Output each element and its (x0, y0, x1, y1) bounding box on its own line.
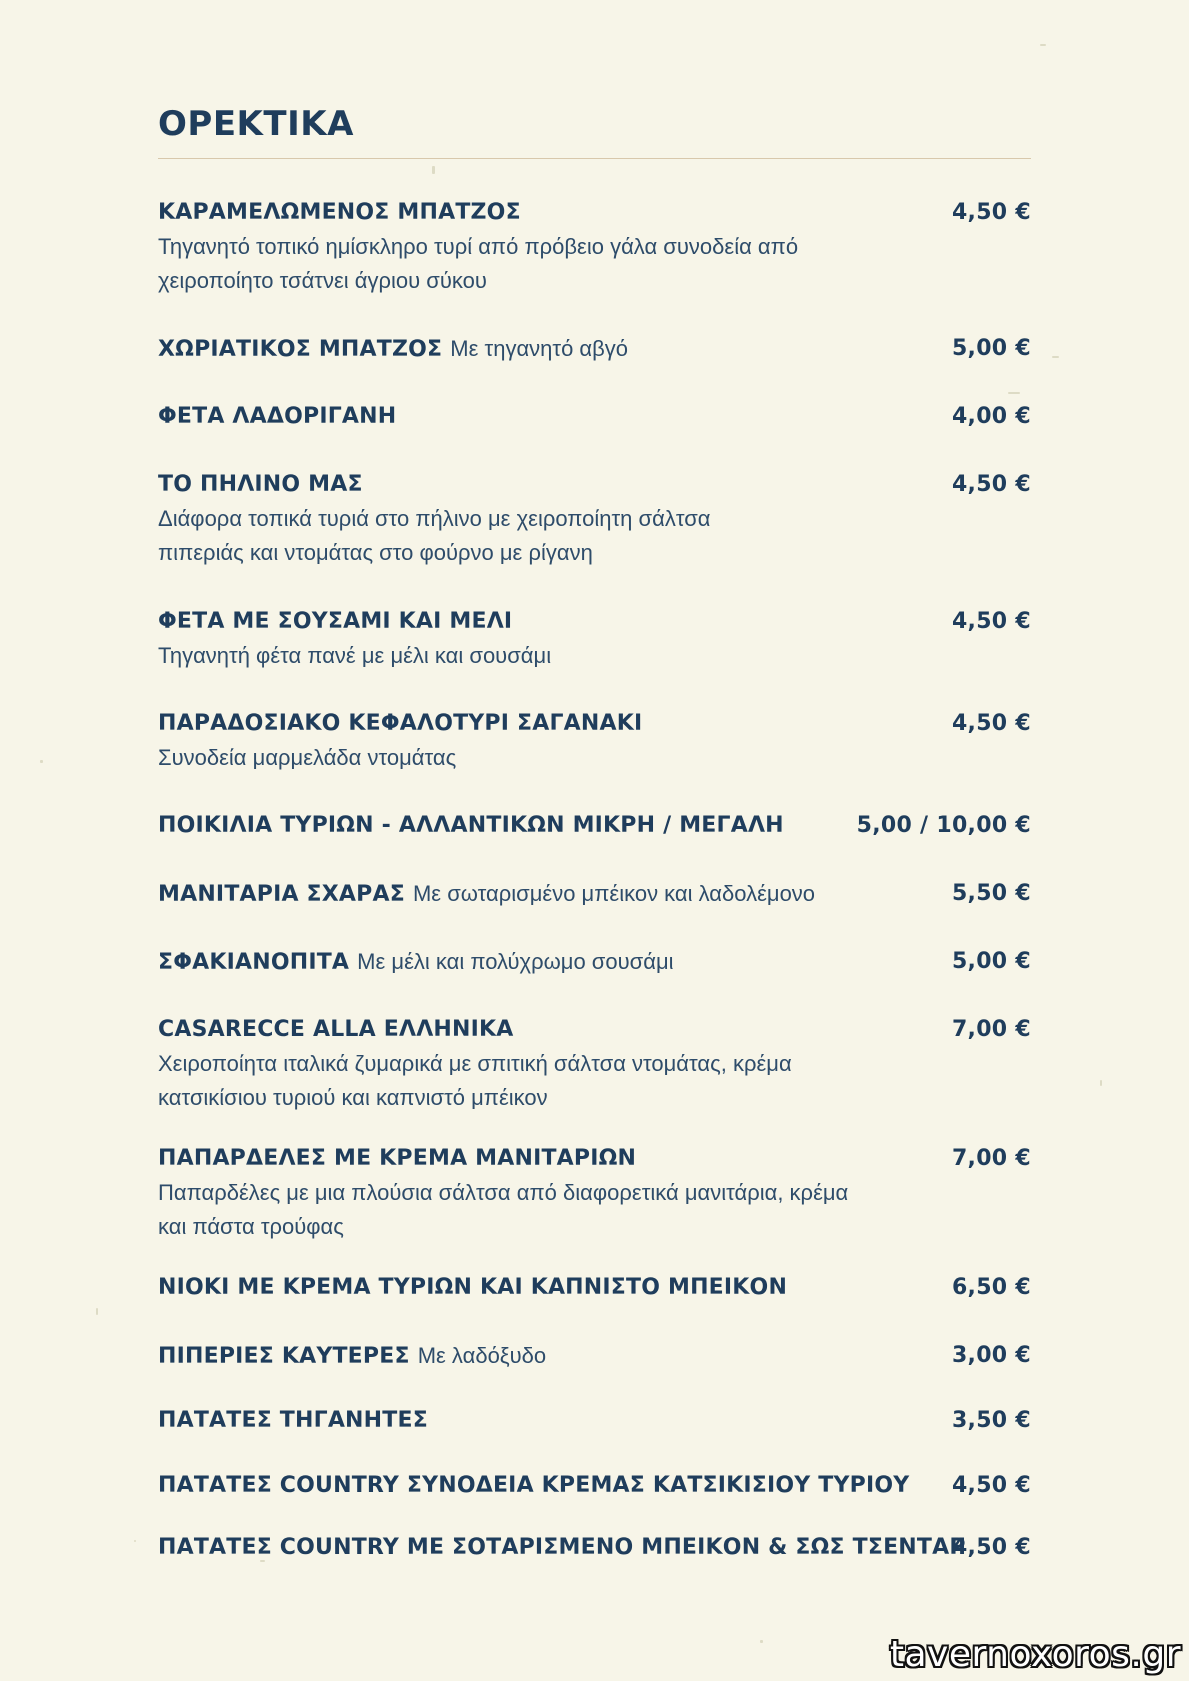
menu-item-price: 5,00 / 10,00 € (856, 813, 1031, 838)
menu-item-header (158, 1404, 1031, 1438)
menu-item (158, 605, 1031, 673)
menu-item (158, 1531, 1031, 1565)
menu-item-description-line: κατσικίσιου τυριού και καπνιστό μπέικον (158, 1085, 548, 1110)
menu-item-name: ΦΕΤΑ ΜΕ ΣΟΥΣΑΜΙ ΚΑΙ ΜΕΛΙ (158, 609, 513, 634)
menu-item (158, 1271, 1031, 1305)
menu-item-inline-description: Με μέλι και πολύχρωμο σουσάμι (357, 949, 674, 974)
watermark-text: tavernoxoros.gr (889, 1634, 1181, 1675)
menu-item-name: CASARECCE ALLA ΕΛΛΗΝΙΚΑ (158, 1017, 514, 1042)
menu-item-price: 4,50 € (951, 1535, 1031, 1560)
menu-item (158, 945, 1031, 979)
menu-item (158, 468, 1031, 570)
menu-item (158, 400, 1031, 434)
menu-item-name: ΠΑΤΑΤΕΣ COUNTRY ΜΕ ΣΟΤΑΡΙΣΜΕΝΟ ΜΠΕΙΚΟΝ & ΣΩΣ ΤΣΕΝΤΑΡ (158, 1535, 966, 1560)
menu-item (158, 809, 1031, 843)
menu-item-description-line: και πάστα τρούφας (158, 1214, 344, 1239)
menu-item-description-line: Συνοδεία μαρμελάδα ντομάτας (158, 745, 457, 770)
menu-item-name: ΠΙΠΕΡΙΕΣ ΚΑΥΤΕΡΕΣ (158, 1344, 410, 1369)
menu-item-name: ΝΙΟΚΙ ΜΕ ΚΡΕΜΑ ΤΥΡΙΩΝ ΚΑΙ ΚΑΠΝΙΣΤΟ ΜΠΕΙΚΟΝ (158, 1275, 788, 1300)
menu-item-price: 5,00 € (951, 336, 1031, 361)
menu-item-name: ΠΑΤΑΤΕΣ COUNTRY ΣΥΝΟΔΕΙΑ ΚΡΕΜΑΣ ΚΑΤΣΙΚΙΣΙΟΥ ΤΥΡΙΟΥ (158, 1473, 910, 1498)
title-divider (158, 158, 1031, 159)
menu-item-description-line: Διάφορα τοπικά τυριά στο πήλινο με χειροποίητη σάλτσα (158, 506, 711, 531)
menu-item-description-line: Τηγανητή φέτα πανέ με μέλι και σουσάμι (158, 643, 552, 668)
menu-item-header (158, 1142, 1031, 1176)
menu-item-inline-description: Με λαδόξυδο (417, 1343, 547, 1368)
menu-item-header (158, 1013, 1031, 1047)
menu-item-price: 4,50 € (951, 1473, 1031, 1498)
menu-item-header (158, 468, 1031, 502)
paper-speck (1040, 44, 1046, 46)
paper-speck (1100, 1080, 1102, 1086)
menu-item-header (158, 400, 1031, 434)
menu-item-price: 4,50 € (951, 711, 1031, 736)
menu-item-header (158, 332, 1031, 366)
menu-item-price: 3,50 € (951, 1408, 1031, 1433)
menu-item-header (158, 945, 1031, 979)
menu-item (158, 1339, 1031, 1373)
menu-item-header (158, 605, 1031, 639)
menu-item-inline-description: Με τηγανητό αβγό (450, 336, 629, 361)
menu-item-description-line: Τηγανητό τοπικό ημίσκληρο τυρί από πρόβειο γάλα συνοδεία από (158, 234, 799, 259)
menu-item-name: ΤΟ ΠΗΛΙΝΟ ΜΑΣ (158, 472, 363, 497)
menu-section (158, 0, 1031, 1681)
menu-item (158, 1013, 1031, 1115)
paper-speck (1052, 356, 1059, 358)
section-title: ΟΡΕΚΤΙΚΑ (158, 104, 354, 144)
menu-item-header (158, 809, 1031, 843)
menu-item-description-line: Παπαρδέλες με μια πλούσια σάλτσα από διαφορετικά μανιτάρια, κρέμα (158, 1180, 849, 1205)
menu-item-name: ΦΕΤΑ ΛΑΔΟΡΙΓΑΝΗ (158, 404, 397, 429)
menu-item-description-line: Χειροποίητα ιταλικά ζυμαρικά με σπιτική σάλτσα ντομάτας, κρέμα (158, 1051, 792, 1076)
menu-item-description-line: πιπεριάς και ντομάτας στο φούρνο με ρίγανη (158, 540, 593, 565)
menu-item-name: ΧΩΡΙΑΤΙΚΟΣ ΜΠΑΤΖΟΣ (158, 337, 443, 362)
menu-item (158, 196, 1031, 298)
menu-item-name: ΠΟΙΚΙΛΙΑ ΤΥΡΙΩΝ - ΑΛΛΑΝΤΙΚΩΝ ΜΙΚΡΗ / ΜΕΓΑΛΗ (158, 813, 784, 838)
menu-item-header (158, 1339, 1031, 1373)
menu-item-price: 5,50 € (951, 881, 1031, 906)
menu-item-price: 4,50 € (951, 472, 1031, 497)
menu-item-header (158, 1271, 1031, 1305)
menu-item (158, 1469, 1031, 1503)
menu-item-inline-description: Με σωταρισμένο μπέικον και λαδολέμονο (412, 881, 816, 906)
menu-item-header (158, 196, 1031, 230)
menu-item-price: 4,50 € (951, 200, 1031, 225)
menu-item-name: ΠΑΡΑΔΟΣΙΑΚΟ ΚΕΦΑΛΟΤΥΡΙ ΣΑΓΑΝΑΚΙ (158, 711, 643, 736)
menu-item-name: ΠΑΤΑΤΕΣ ΤΗΓΑΝΗΤΕΣ (158, 1408, 428, 1433)
menu-item-description-line: χειροποίητο τσάτνει άγριου σύκου (158, 268, 487, 293)
menu-item-price: 3,00 € (951, 1343, 1031, 1368)
menu-item-name: ΠΑΠΑΡΔΕΛΕΣ ΜΕ ΚΡΕΜΑ ΜΑΝΙΤΑΡΙΩΝ (158, 1146, 637, 1171)
menu-item-price: 6,50 € (951, 1275, 1031, 1300)
menu-item-header (158, 1469, 1031, 1503)
menu-item-header (158, 1531, 1031, 1565)
menu-item (158, 707, 1031, 775)
menu-item-name: ΜΑΝΙΤΑΡΙΑ ΣΧΑΡΑΣ (158, 882, 405, 907)
menu-item (158, 332, 1031, 366)
menu-item (158, 1142, 1031, 1244)
menu-item-price: 7,00 € (951, 1017, 1031, 1042)
menu-item-price: 7,00 € (951, 1146, 1031, 1171)
menu-item-price: 5,00 € (951, 949, 1031, 974)
menu-item-name: ΣΦΑΚΙΑΝΟΠΙΤΑ (158, 950, 350, 975)
menu-item-name: ΚΑΡΑΜΕΛΩΜΕΝΟΣ ΜΠΑΤΖΟΣ (158, 200, 521, 225)
menu-item-price: 4,50 € (951, 609, 1031, 634)
paper-speck (134, 1540, 136, 1542)
menu-item-header (158, 707, 1031, 741)
paper-speck (40, 760, 43, 763)
paper-speck (96, 1308, 98, 1315)
menu-item-header (158, 877, 1031, 911)
menu-item-price: 4,00 € (951, 404, 1031, 429)
menu-item (158, 877, 1031, 911)
menu-item (158, 1404, 1031, 1438)
